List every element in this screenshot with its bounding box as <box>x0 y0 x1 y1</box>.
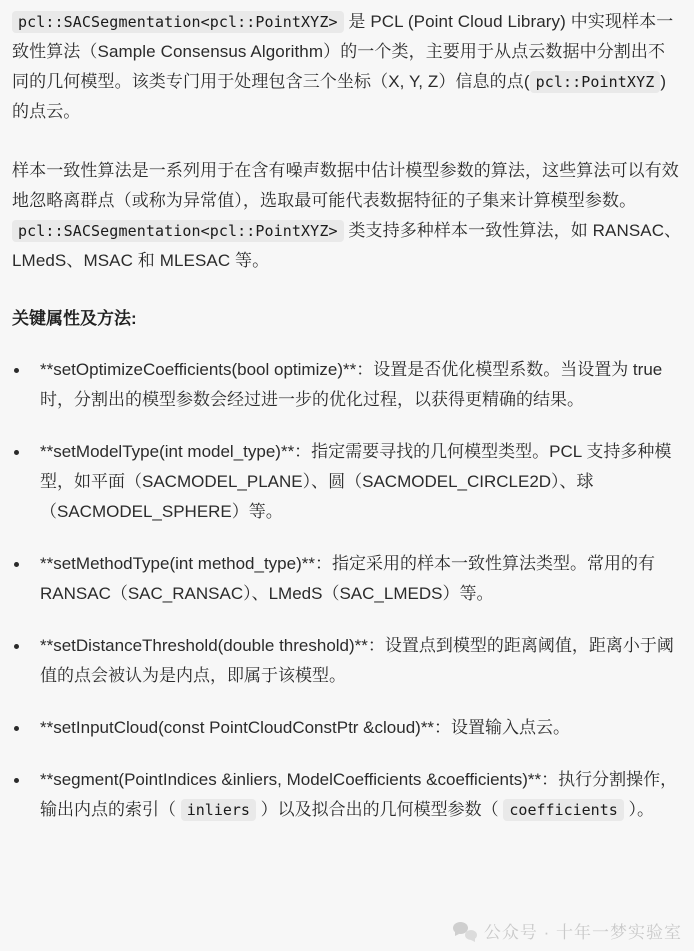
paragraph-sac-explanation <box>12 156 682 276</box>
bullet-icon <box>14 778 19 783</box>
method-list <box>12 355 682 825</box>
text-run: **setOptimizeCoefficients(bool optimize)**：设置是否优化模型系数。当设置为 true 时，分割出的模型参数会经过进一步的优化过程，以获得更精确的结果。 <box>40 360 667 409</box>
wechat-icon <box>453 922 477 940</box>
text-run: ）。 <box>623 800 655 819</box>
watermark-text: 公众号 · 十年一梦实验室 <box>483 923 682 942</box>
bullet-icon <box>14 562 19 567</box>
text-run: **setMethodType(int method_type)**：指定采用的样本一致性算法类型。常用的有 RANSAC（SAC_RANSAC）、LMedS（SAC_LMEDS）等。 <box>40 554 660 603</box>
list-item <box>12 631 682 691</box>
inline-code: inliers <box>181 799 256 821</box>
text-run: **setDistanceThreshold(double threshold)**：设置点到模型的距离阈值，距离小于阈值的点会被认为是内点，即属于该模型。 <box>40 636 674 685</box>
list-item-text <box>40 770 677 819</box>
list-item <box>12 765 682 825</box>
bullet-icon <box>14 644 19 649</box>
bullet-icon <box>14 450 19 455</box>
watermark <box>453 918 682 943</box>
list-item <box>12 549 682 609</box>
text-run: 类支持多种样本一致性算法，如 RANSAC、LMedS、MSAC 和 MLESAC 等。 <box>12 221 682 270</box>
list-item <box>12 437 682 527</box>
inline-code: coefficients <box>503 799 623 821</box>
bullet-icon <box>14 368 19 373</box>
inline-code: pcl::SACSegmentation<pcl::PointXYZ> <box>12 11 344 33</box>
list-item-text <box>40 718 570 737</box>
text-run: **setInputCloud(const PointCloudConstPtr &cloud)**：设置输入点云。 <box>40 718 571 737</box>
list-item-text <box>40 554 660 603</box>
text-run: )的点云。 <box>12 72 667 121</box>
text-run: 样本一致性算法是一系列用于在含有噪声数据中估计模型参数的算法，这些算法可以有效地忽略离群点（或称为异常值），选取最可能代表数据特征的子集来计算模型参数。 <box>12 161 679 210</box>
list-item-text <box>40 442 671 521</box>
inline-code: pcl::PointXYZ <box>530 71 661 93</box>
paragraph-intro <box>12 7 682 127</box>
list-item-text <box>40 636 674 685</box>
text-run: **segment(PointIndices &inliers, ModelCoefficients &coefficients)**：执行分割操作，输出内点的索引（ <box>40 770 678 819</box>
section-heading-key-properties: 关键属性及方法: <box>12 309 137 328</box>
list-item <box>12 355 682 415</box>
bullet-icon <box>14 726 19 731</box>
text-run: ）以及拟合出的几何模型参数（ <box>255 800 504 819</box>
text-run: 是 PCL (Point Cloud Library) 中实现样本一致性算法（Sample Consensus Algorithm）的一个类，主要用于从点云数据中分割出不同的几何模型。该类专门用于处理包含三个坐标（X, Y, Z）信息的点( <box>12 12 674 91</box>
text-run: **setModelType(int model_type)**：指定需要寻找的几何模型类型。PCL 支持多种模型，如平面（SACMODEL_PLANE）、圆（SACMODEL_CIRCLE2D）、球（SACMODEL_SPHERE）等。 <box>40 442 672 521</box>
list-item-text <box>40 360 667 409</box>
inline-code: pcl::SACSegmentation<pcl::PointXYZ> <box>12 220 344 242</box>
list-item <box>12 713 682 743</box>
